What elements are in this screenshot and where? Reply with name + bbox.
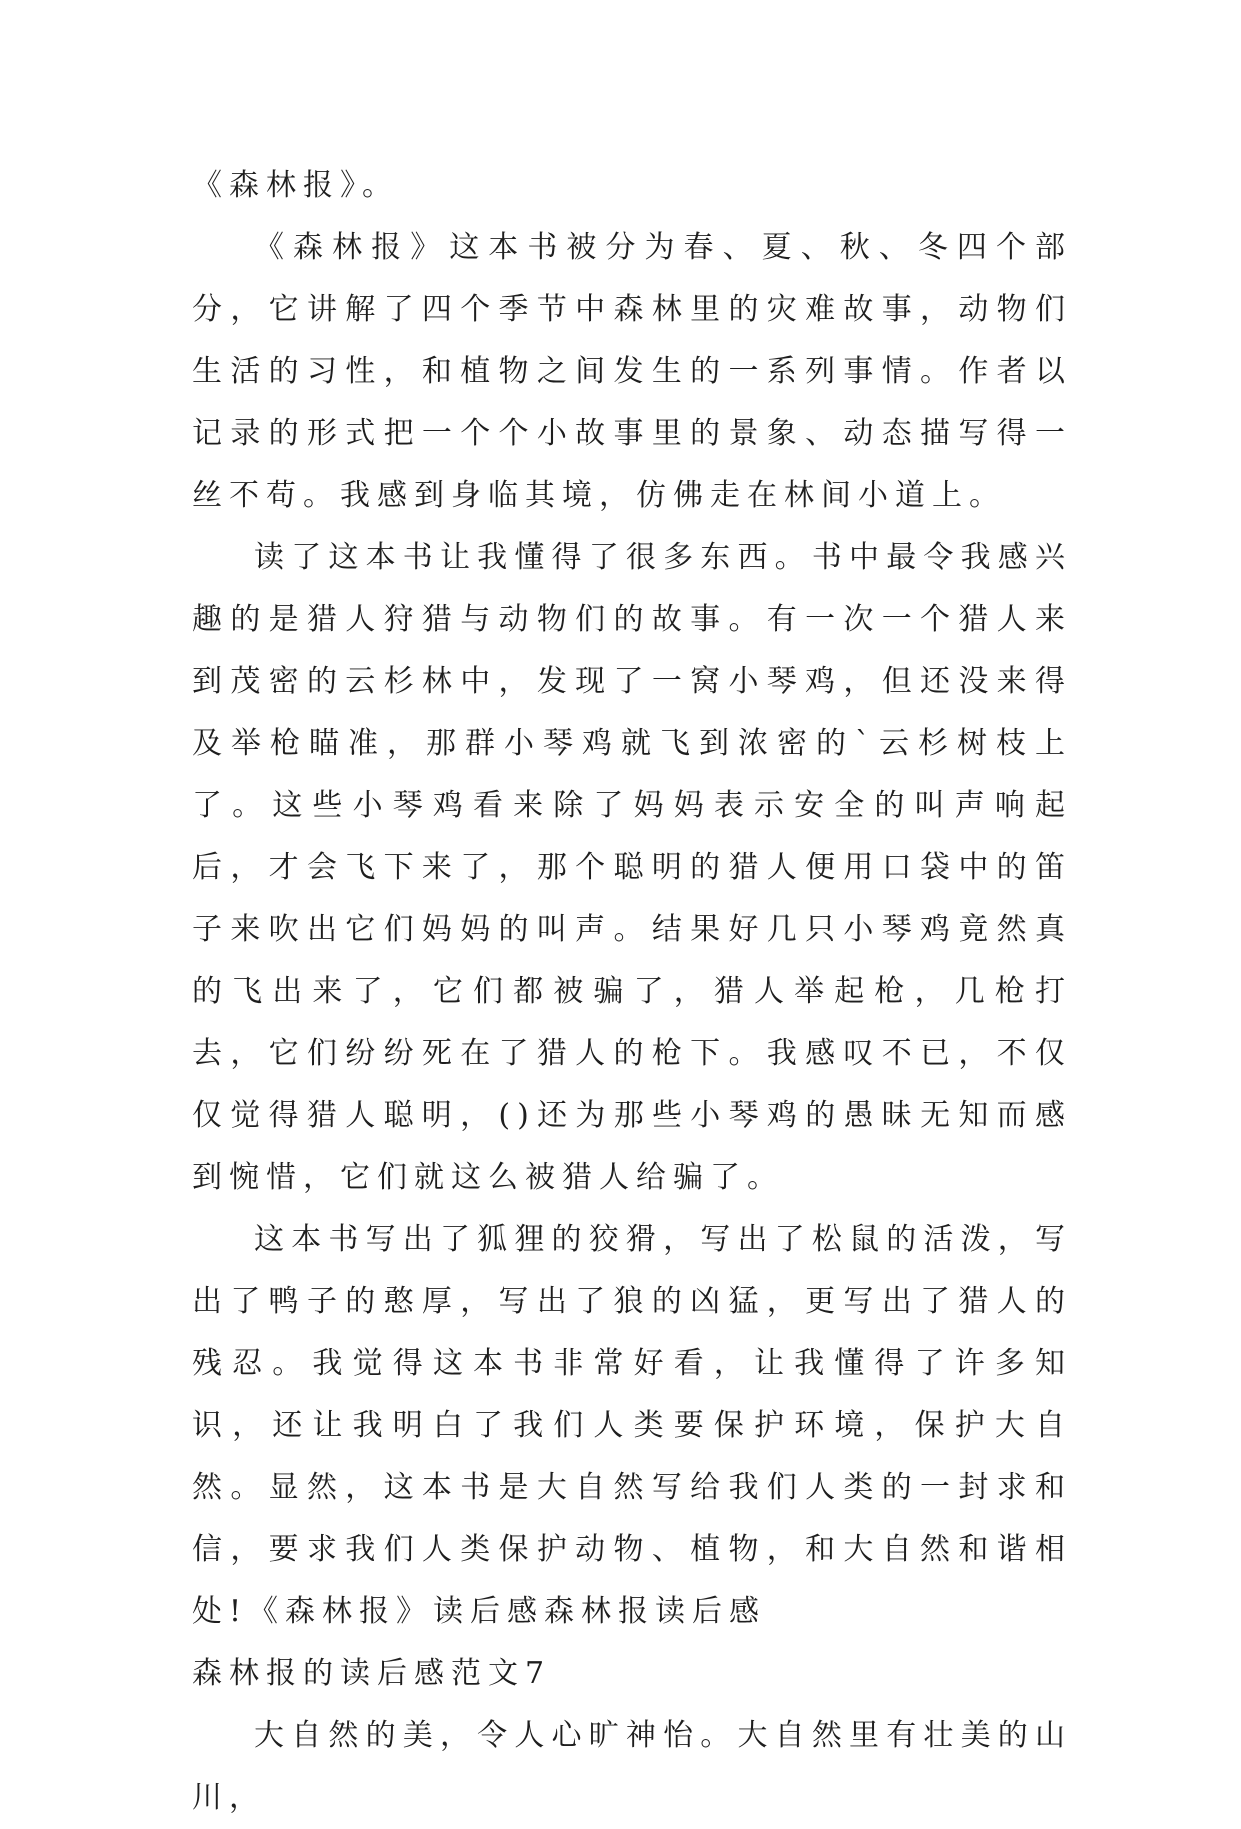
paragraph-conclusion: 这本书写出了狐狸的狡猾，写出了松鼠的活泼，写出了鸭子的憨厚，写出了狼的凶猛，更写出了猎人的残忍。我觉得这本书非常好看，让我懂得了许多知识，还让我明白了我们人类要保护环境，保护大自然。显然，这本书是大自然写给我们人类的一封求和信，要求我们人类保护动物、植物，和大自然和谐相处!《森林报》读后感森林报读后感 xyxy=(192,1222,1072,1629)
paragraph-title-reference: 《森林报》。 xyxy=(192,168,399,203)
paragraph-nature-intro: 大自然的美，令人心旷神怡。大自然里有壮美的山川， xyxy=(192,1718,1072,1815)
paragraph-hunter-story: 读了这本书让我懂得了很多东西。书中最令我感兴趣的是猎人狩猎与动物们的故事。有一次一个猎人来到茂密的云杉林中，发现了一窝小琴鸡，但还没来得及举枪瞄准，那群小琴鸡就飞到浓密的`云杉树枝上了。这些小琴鸡看来除了妈妈表示安全的叫声响起后，才会飞下来了，那个聪明的猎人便用口袋中的笛子来吹出它们妈妈的叫声。结果好几只小琴鸡竟然真的飞出来了，它们都被骗了，猎人举起枪，几枪打去，它们纷纷死在了猎人的枪下。我感叹不已，不仅仅觉得猎人聪明，()还为那些小琴鸡的愚昧无知而感到惋惜，它们就这么被猎人给骗了。 xyxy=(192,540,1072,1195)
document-body xyxy=(192,155,1072,1829)
paragraph-book-overview: 《森林报》这本书被分为春、夏、秋、冬四个部分，它讲解了四个季节中森林里的灾难故事，动物们生活的习性，和植物之间发生的一系列事情。作者以记录的形式把一个个小故事里的景象、动态描写得一丝不苟。我感到身临其境，仿佛走在林间小道上。 xyxy=(192,230,1072,513)
section-heading: 森林报的读后感范文7 xyxy=(192,1656,552,1691)
